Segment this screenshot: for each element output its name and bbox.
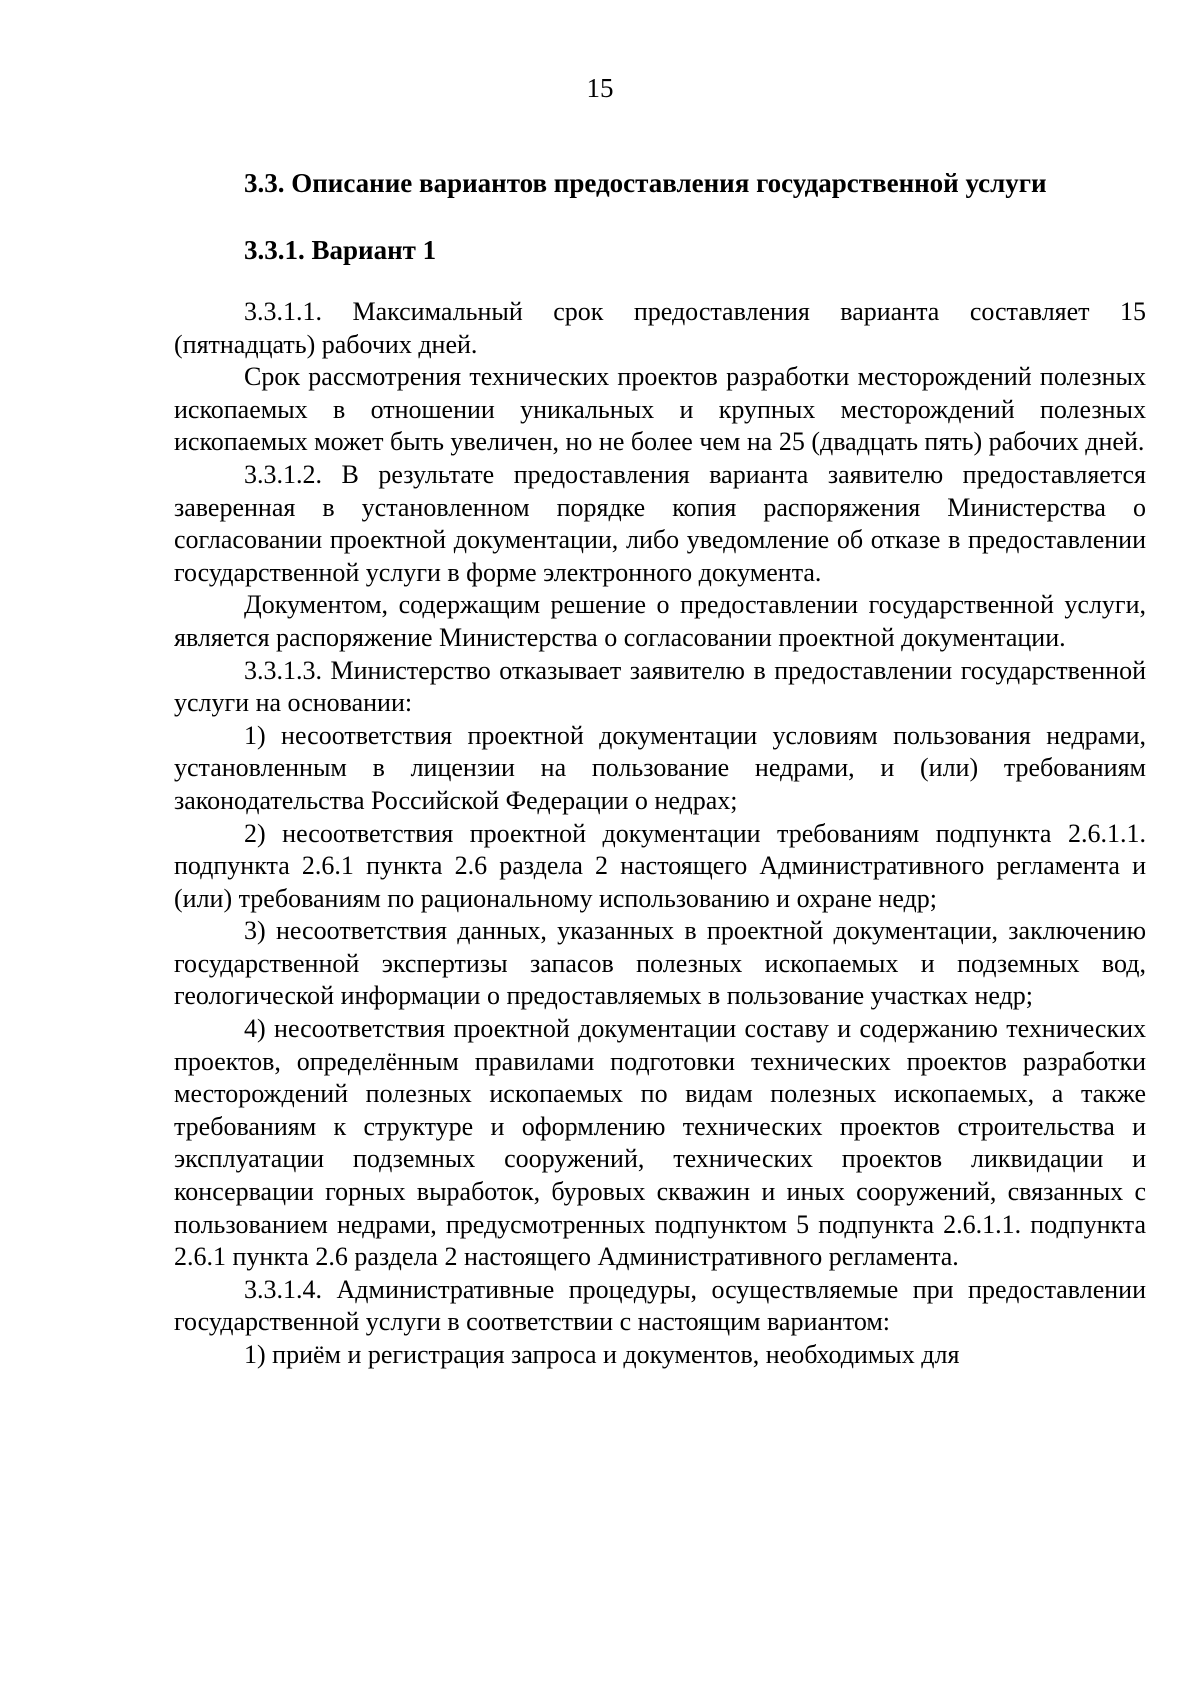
- paragraph: Документом, содержащим решение о предоставлении государственной услуги, является распоряжение Министерства о согласовании проектной документации.: [174, 590, 1146, 652]
- page-number: 15: [586, 73, 614, 103]
- paragraph: 3.3.1.4. Административные процедуры, осуществляемые при предоставлении государственной услуги в соответствии с настоящим вариантом:: [174, 1274, 1146, 1337]
- body-text: [174, 296, 1146, 1372]
- paragraph: 3.3.1.3. Министерство отказывает заявителю в предоставлении государственной услуги на основании:: [174, 655, 1146, 718]
- subsection-heading: 3.3.1. Вариант 1: [244, 235, 437, 265]
- paragraph: 3.3.1.2. В результате предоставления варианта заявителю предоставляется заверенная в установленном порядке копия распоряжения Министерства о согласовании проектной документации, либо уведомление об отказе в предоставлении государственной услуги в форме электронного документа.: [174, 459, 1146, 587]
- list-item: 4) несоответствия проектной документации составу и содержанию технических проектов, определённым правилами подготовки технических проектов разработки месторождений полезных ископаемых по видам полезных ископаемых, а также требованиям к структуре и оформлению технических проектов строительства и эксплуатации подземных сооружений, технических проектов ликвидации и консервации горных выработок, буровых скважин и иных сооружений, связанных с пользованием недрами, предусмотренных подпунктом 5 подпункта 2.6.1.1. подпункта 2.6.1 пункта 2.6 раздела 2 настоящего Административного регламента.: [174, 1014, 1146, 1272]
- paragraph: 3.3.1.1. Максимальный срок предоставления варианта составляет 15 (пятнадцать) рабочих дней.: [174, 297, 1146, 359]
- list-item: 3) несоответствия данных, указанных в проектной документации, заключению государственной экспертизы запасов полезных ископаемых и подземных вод, геологической информации о предоставляемых в пользование участках недр;: [174, 916, 1146, 1011]
- paragraph: Срок рассмотрения технических проектов разработки месторождений полезных ископаемых в отношении уникальных и крупных месторождений полезных ископаемых может быть увеличен, но не более чем на 25 (двадцать пять) рабочих дней.: [174, 362, 1146, 457]
- list-item: 2) несоответствия проектной документации требованиям подпункта 2.6.1.1. подпункта 2.6.1 пункта 2.6 раздела 2 настоящего Административного регламента и (или) требованиям по рациональному использованию и охране недр;: [174, 818, 1146, 913]
- section-heading: 3.3. Описание вариантов предоставления государственной услуги: [244, 168, 1047, 198]
- list-item: 1) приём и регистрация запроса и документов, необходимых для: [244, 1340, 960, 1369]
- list-item: 1) несоответствия проектной документации условиям пользования недрами, установленным в лицензии на пользование недрами, и (или) требованиям законодательства Российской Федерации о недрах;: [174, 720, 1146, 815]
